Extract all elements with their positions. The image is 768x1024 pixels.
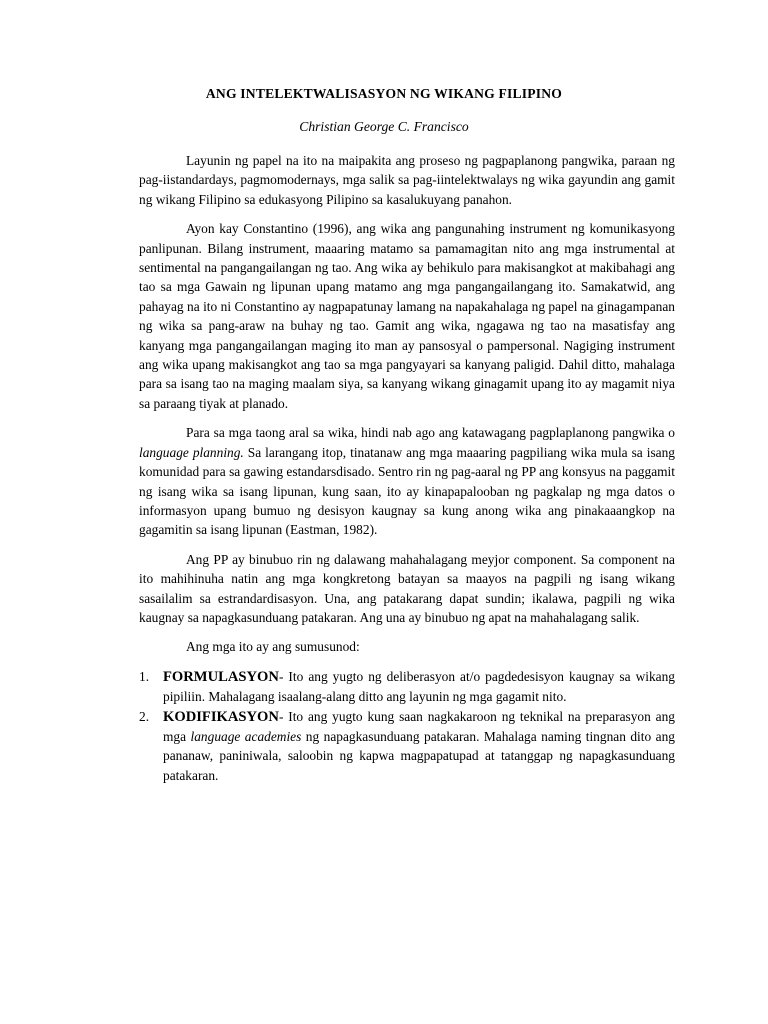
list-item-text: - Ito ang yugto kung saan nagkakaroon ng teknikal na preparasyon ang mga bbox=[163, 708, 675, 744]
list-item-italic-term: language academies bbox=[190, 728, 302, 744]
document-title: ANG INTELEKTWALISASYON NG WIKANG FILIPINO bbox=[205, 86, 563, 101]
document-author: Christian George C. Francisco bbox=[299, 119, 469, 134]
list-item-term: KODIFIKASYON bbox=[163, 708, 279, 725]
list-item-text-after: ng napagkasunduang patakaran. Mahalaga naming tingnan dito ang pananaw, paniniwala, saloobin ng kapwa magpapatupad at tatanggap ng napagkasunduang patakaran. bbox=[163, 728, 675, 783]
paragraph-3-italic-term: language planning. bbox=[139, 444, 244, 460]
paragraph-1: Layunin ng papel na ito na maipakita ang proseso ng pagpaplanong pangwika, paraan ng pag-iistandardays, pagmomodernays, mga salik sa pag-iintelektwalays ng wika gayundin ang gamit ng wikang Filipino sa edukasyong Pilipino sa kasalukuyang panahon. bbox=[139, 153, 675, 207]
document-body bbox=[139, 151, 675, 785]
paragraph-3-text-after: Sa larangang itop, tinatanaw ang mga maaaring pagpiliang wika mula sa isang komunidad para sa gawing estandarsdisado. Sentro rin ng pag-aaral ng PP ang konsyus na paggamit ng isang wika sa isang lipunan, kung saan, ito ay kinapapalooban ng pagkalap ng mga datos o informasyon upang bumuo ng desisyon kaugnay sa kung anong wika ang pinakaaangkop na gagamitin sa isang lipunan (Eastman, 1982). bbox=[139, 444, 675, 538]
paragraph-5: Ang mga ito ay ang sumusunod: bbox=[186, 639, 360, 655]
paragraph-3 bbox=[139, 423, 675, 539]
list-item-term: FORMULASYON bbox=[163, 668, 279, 685]
list-item-text: - Ito ang yugto ng deliberasyon at/o pagdedesisyon kaugnay sa wikang pipiliin. Mahalagang isaalang-alang ditto ang layunin ng mga gagamit nito. bbox=[163, 668, 675, 705]
paragraph-2: Ayon kay Constantino (1996), ang wika ang pangunahing instrument ng komunikasyong panlipunan. Bilang instrument, maaaring matamo sa pamamagitan nito ang mga instrumental at sentimental na pangangailangan ng tao. Ang wika ay behikulo para makisangkot at makibahagi ang tao sa mga Gawain ng lipunan upang matamo ang mga pangangailangang ito. Samakatwid, ang pahayag na ito ni Constantino ay nagpapatunay lamang na napakahalaga ng papel na ginagampanan ng wika sa pang-araw na buhay ng tao. Gamit ang wika, ngagawa ng tao na masatisfay ang kanyang mga pangangailangan maging ito man ay pansosyal o pampersonal. Nagiging instrument ang wika upang makisangkot ang tao sa mga pangyayari sa kanyang paligid. Dahil ditto, mahalaga para sa isang tao na maging maalam siya, sa kanyang wikang ginagamit upang ito ay magamit niya sa paraang tiyak at planado. bbox=[139, 221, 675, 411]
list-item bbox=[139, 667, 675, 707]
list-item-number: 1. bbox=[139, 668, 150, 684]
list-item-number: 2. bbox=[139, 708, 150, 724]
list-item bbox=[139, 707, 675, 786]
component-list bbox=[139, 667, 675, 785]
paragraph-3-text-before: Para sa mga taong aral sa wika, hindi nab ago ang katawagang pagplaplanong pangwika o bbox=[186, 425, 675, 441]
paragraph-4: Ang PP ay binubuo rin ng dalawang mahahalagang meyjor component. Sa component na ito mahihinuha natin ang mga kongkretong batayan sa maayos na pagpili ng isang wikang sasailalim sa estrandardisasyon. Una, ang patakarang dapat sundin; ikalawa, pagpili ng wika kaugnay sa napagkasunduang patakaran. Ang una ay binubuo ng apat na mahahalagang salik. bbox=[139, 551, 675, 625]
